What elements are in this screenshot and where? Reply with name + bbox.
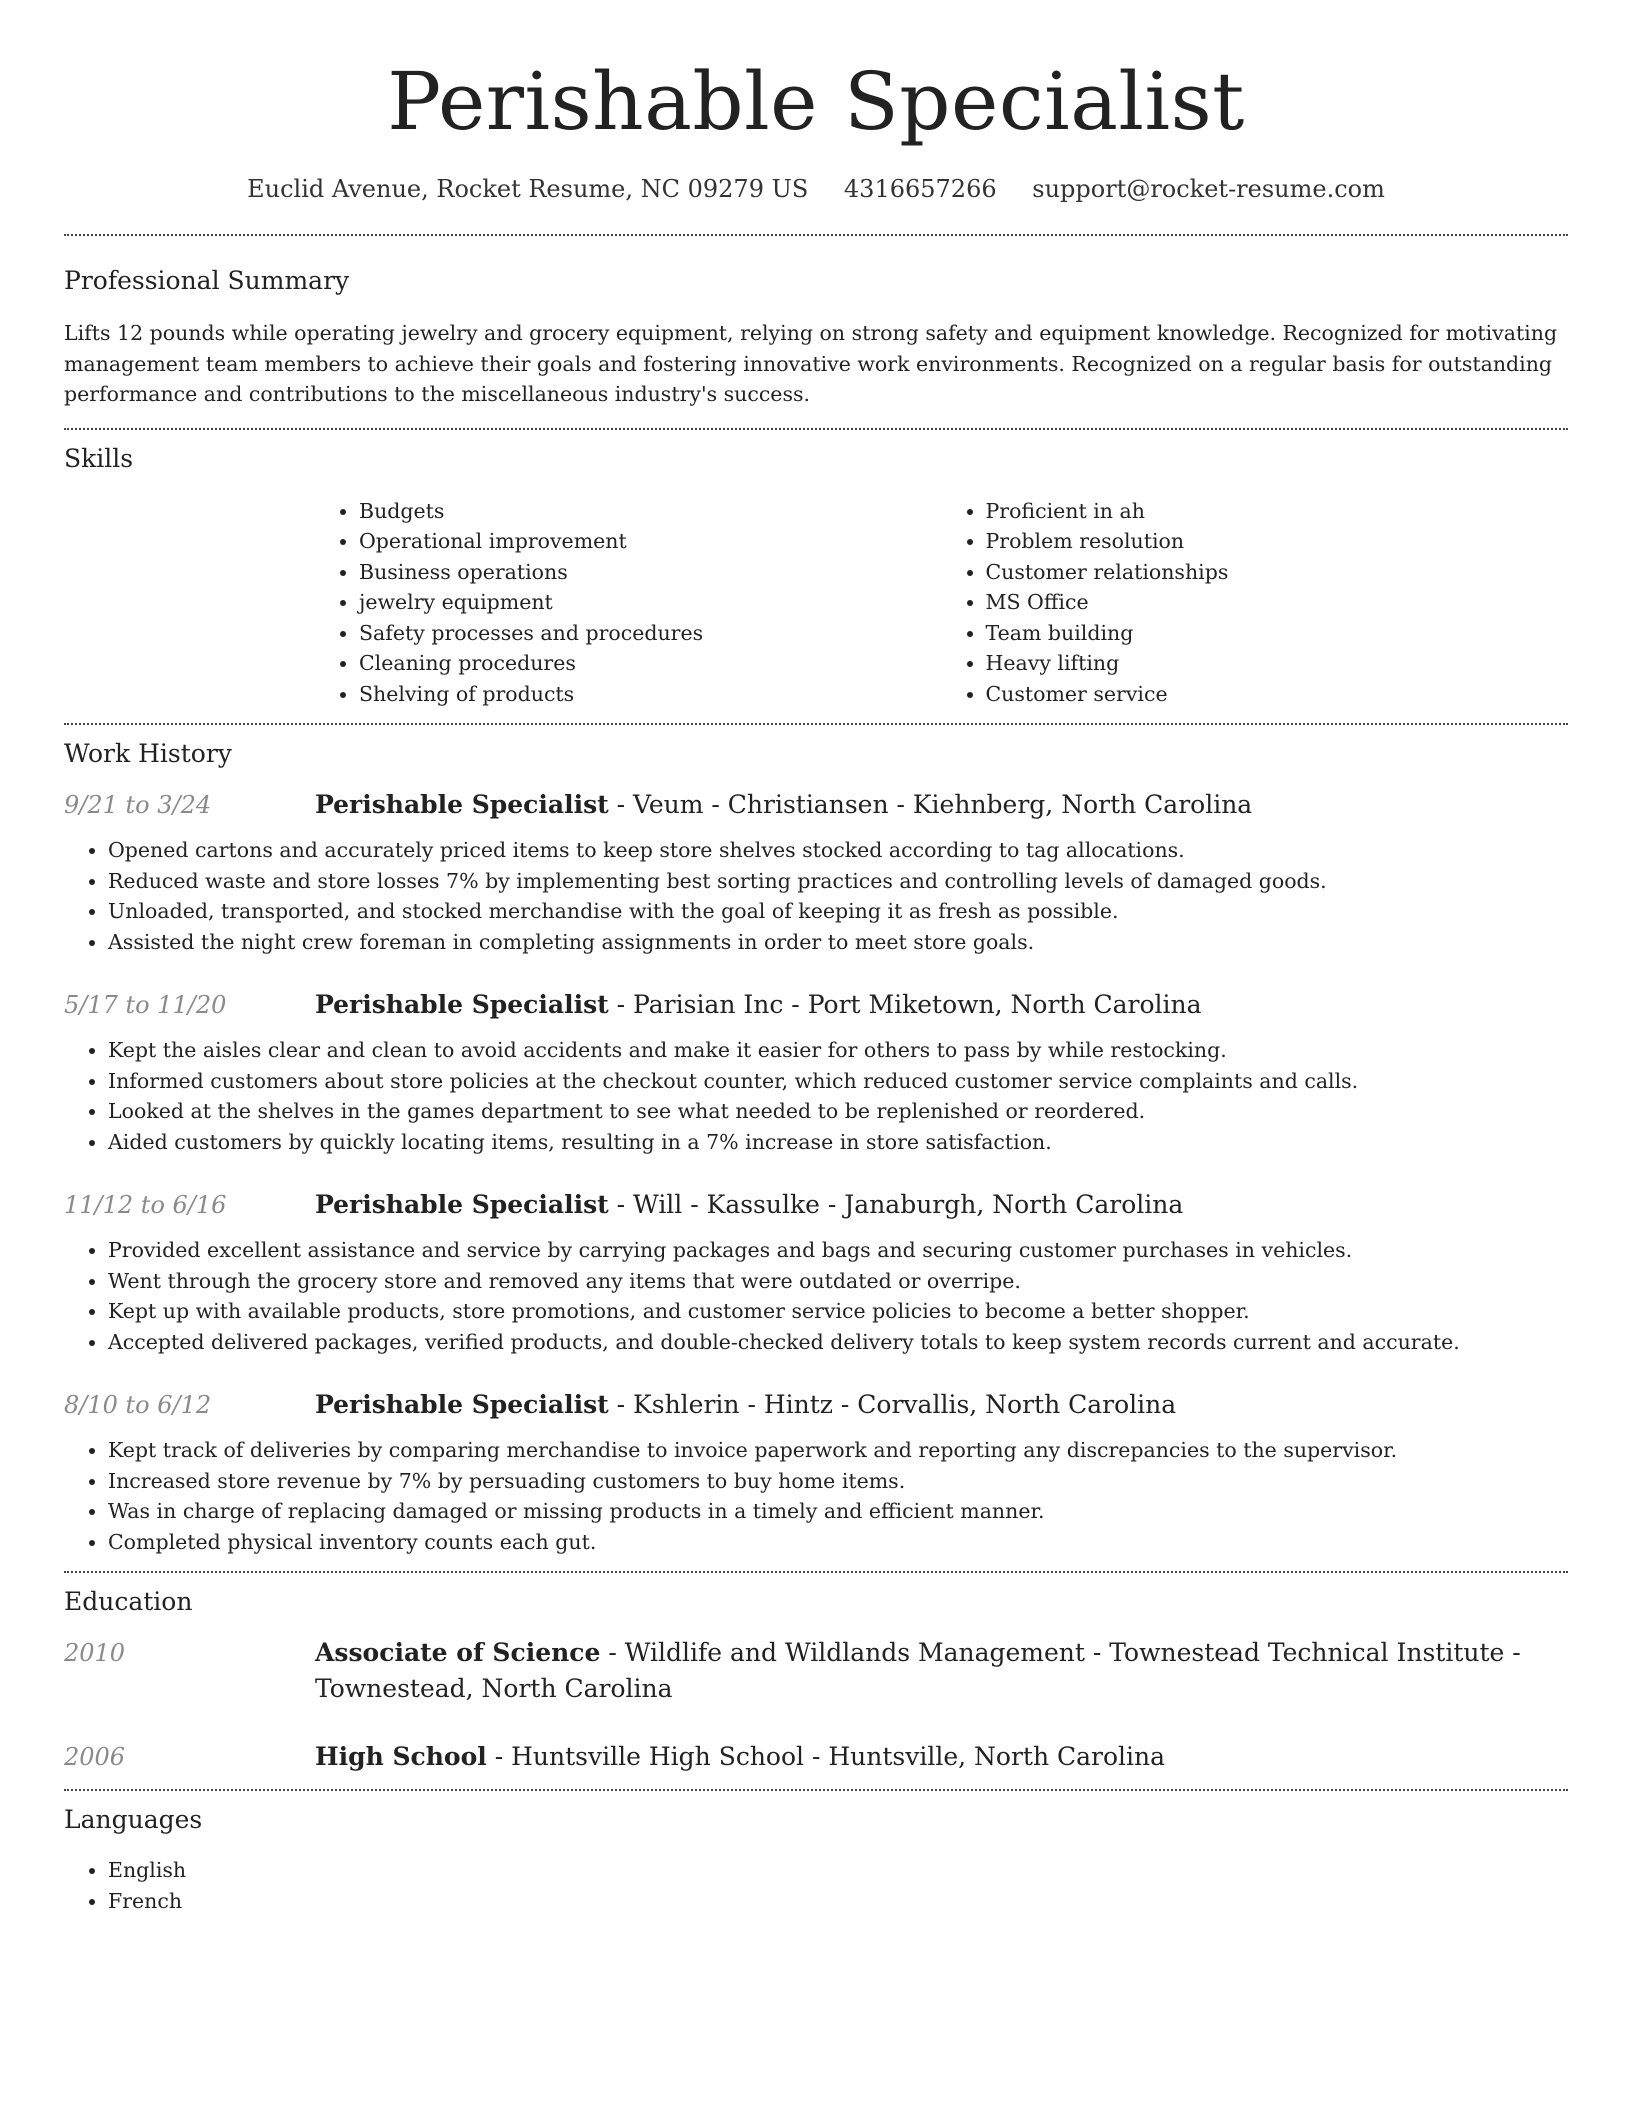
languages-section — [64, 1803, 1568, 1916]
job-bullet: • Kept track of deliveries by comparing merchandise to invoice paperwork and reporting any discrepancies to the supervisor. — [108, 1435, 1568, 1466]
skills-section — [64, 442, 1568, 710]
languages-list — [64, 1855, 1568, 1916]
job-employer-location: - Kshlerin - Hintz - Corvallis, North Carolina — [608, 1390, 1177, 1419]
skill-item: • Heavy lifting — [986, 648, 1569, 679]
education-entry — [64, 1739, 1568, 1775]
education-entry — [64, 1635, 1568, 1707]
job-title: Perishable Specialist — [315, 1390, 609, 1419]
skills-list-right — [942, 496, 1569, 710]
job-bullet: • Reduced waste and store losses 7% by implementing best sorting practices and controlling levels of damaged goods. — [108, 866, 1568, 897]
job-entry — [64, 1387, 1568, 1557]
job-bullet: • Provided excellent assistance and service by carrying packages and bags and securing customer purchases in vehicles. — [108, 1235, 1568, 1266]
job-dates: 11/12 to 6/16 — [64, 1191, 227, 1219]
job-title: Perishable Specialist — [315, 790, 609, 819]
education-section — [64, 1585, 1568, 1775]
job-employer-location: - Will - Kassulke - Janaburgh, North Carolina — [608, 1190, 1184, 1219]
job-bullet: • Opened cartons and accurately priced items to keep store shelves stocked according to tag allocations. — [108, 835, 1568, 866]
job-bullet: • Assisted the night crew foreman in completing assignments in order to meet store goals. — [108, 927, 1568, 958]
work-history-heading: Work History — [64, 739, 232, 768]
section-divider — [64, 234, 1568, 236]
job-bullet: • Looked at the shelves in the games department to see what needed to be replenished or reordered. — [108, 1096, 1568, 1127]
contact-email: support@rocket-resume.com — [1032, 175, 1385, 203]
job-dates: 8/10 to 6/12 — [64, 1391, 212, 1419]
skill-item: • Operational improvement — [359, 526, 942, 557]
section-divider — [64, 1571, 1568, 1573]
contact-line — [64, 172, 1568, 206]
job-employer-location: - Veum - Christiansen - Kiehnberg, North Carolina — [608, 790, 1253, 819]
education-heading: Education — [64, 1587, 193, 1616]
work-history-section — [64, 737, 1568, 1557]
summary-text: Lifts 12 pounds while operating jewelry and grocery equipment, relying on strong safety and equipment knowledge. Recognized for motivating management team members to achieve their goals and fostering innovative work environments. Recognized on a regular basis for outstanding performance and contributions to the miscellaneous industry's success. — [64, 321, 1558, 406]
language-item: • English — [108, 1855, 1568, 1886]
skills-columns — [315, 496, 1568, 710]
job-title: Perishable Specialist — [315, 1190, 609, 1219]
section-divider — [64, 428, 1568, 430]
skill-item: • Shelving of products — [359, 679, 942, 710]
job-entry — [64, 987, 1568, 1157]
job-dates: 5/17 to 11/20 — [64, 991, 227, 1019]
section-divider — [64, 1789, 1568, 1791]
job-title: Perishable Specialist — [315, 990, 609, 1019]
job-bullet: • Unloaded, transported, and stocked merchandise with the goal of keeping it as fresh as possible. — [108, 896, 1568, 927]
contact-phone: 4316657266 — [843, 175, 997, 203]
education-degree: High School — [315, 1742, 487, 1771]
summary-section — [64, 264, 1568, 410]
job-bullet: • Aided customers by quickly locating items, resulting in a 7% increase in store satisfaction. — [108, 1127, 1568, 1158]
job-heading — [315, 1387, 1568, 1423]
job-bullet: • Went through the grocery store and removed any items that were outdated or overripe. — [108, 1266, 1568, 1297]
education-degree: Associate of Science — [315, 1638, 601, 1667]
skill-item: • Proficient in ah — [986, 496, 1569, 527]
education-heading-line — [315, 1635, 1568, 1707]
job-bullet: • Informed customers about store policies at the checkout counter, which reduced customer service complaints and calls. — [108, 1066, 1568, 1097]
contact-address: Euclid Avenue, Rocket Resume, NC 09279 US — [247, 175, 809, 203]
skill-item: • Team building — [986, 618, 1569, 649]
skill-item: • Business operations — [359, 557, 942, 588]
skill-item: • MS Office — [986, 587, 1569, 618]
education-school-location: - Huntsville High School - Huntsville, North Carolina — [486, 1742, 1166, 1771]
skill-item: • Safety processes and procedures — [359, 618, 942, 649]
job-entry — [64, 1187, 1568, 1357]
skill-item: • Problem resolution — [986, 526, 1569, 557]
job-bullet: • Kept up with available products, store promotions, and customer service policies to become a better shopper. — [108, 1296, 1568, 1327]
candidate-name: Perishable Specialist — [387, 55, 1245, 148]
job-bullet: • Accepted delivered packages, verified products, and double-checked delivery totals to keep system records current and accurate. — [108, 1327, 1568, 1358]
skill-item: • Customer service — [986, 679, 1569, 710]
job-entry — [64, 787, 1568, 957]
job-bullet: • Completed physical inventory counts each gut. — [108, 1527, 1568, 1558]
job-heading — [315, 987, 1568, 1023]
education-year: 2010 — [64, 1639, 126, 1667]
skills-heading: Skills — [64, 443, 134, 473]
job-heading — [315, 787, 1568, 823]
job-bullets — [64, 1235, 1568, 1357]
skill-item: • Customer relationships — [986, 557, 1569, 588]
job-bullets — [64, 1035, 1568, 1157]
skill-item: • jewelry equipment — [359, 587, 942, 618]
job-heading — [315, 1187, 1568, 1223]
skill-item: • Cleaning procedures — [359, 648, 942, 679]
education-school-location: - Wildlife and Wildlands Management - Townestead Technical Institute - Townestead, North Carolina — [315, 1638, 1521, 1703]
skills-list-left — [315, 496, 942, 710]
summary-heading: Professional Summary — [64, 266, 350, 295]
language-item: • French — [108, 1886, 1568, 1917]
section-divider — [64, 723, 1568, 725]
education-year: 2006 — [64, 1743, 126, 1771]
job-bullet: • Kept the aisles clear and clean to avoid accidents and make it easier for others to pass by while restocking. — [108, 1035, 1568, 1066]
job-bullet: • Increased store revenue by 7% by persuading customers to buy home items. — [108, 1466, 1568, 1497]
job-bullets — [64, 835, 1568, 957]
job-bullets — [64, 1435, 1568, 1557]
skill-item: • Budgets — [359, 496, 942, 527]
job-dates: 9/21 to 3/24 — [64, 791, 212, 819]
education-heading-line — [315, 1739, 1568, 1775]
job-employer-location: - Parisian Inc - Port Miketown, North Carolina — [608, 990, 1202, 1019]
languages-heading: Languages — [64, 1805, 203, 1834]
job-bullet: • Was in charge of replacing damaged or missing products in a timely and efficient manner. — [108, 1496, 1568, 1527]
